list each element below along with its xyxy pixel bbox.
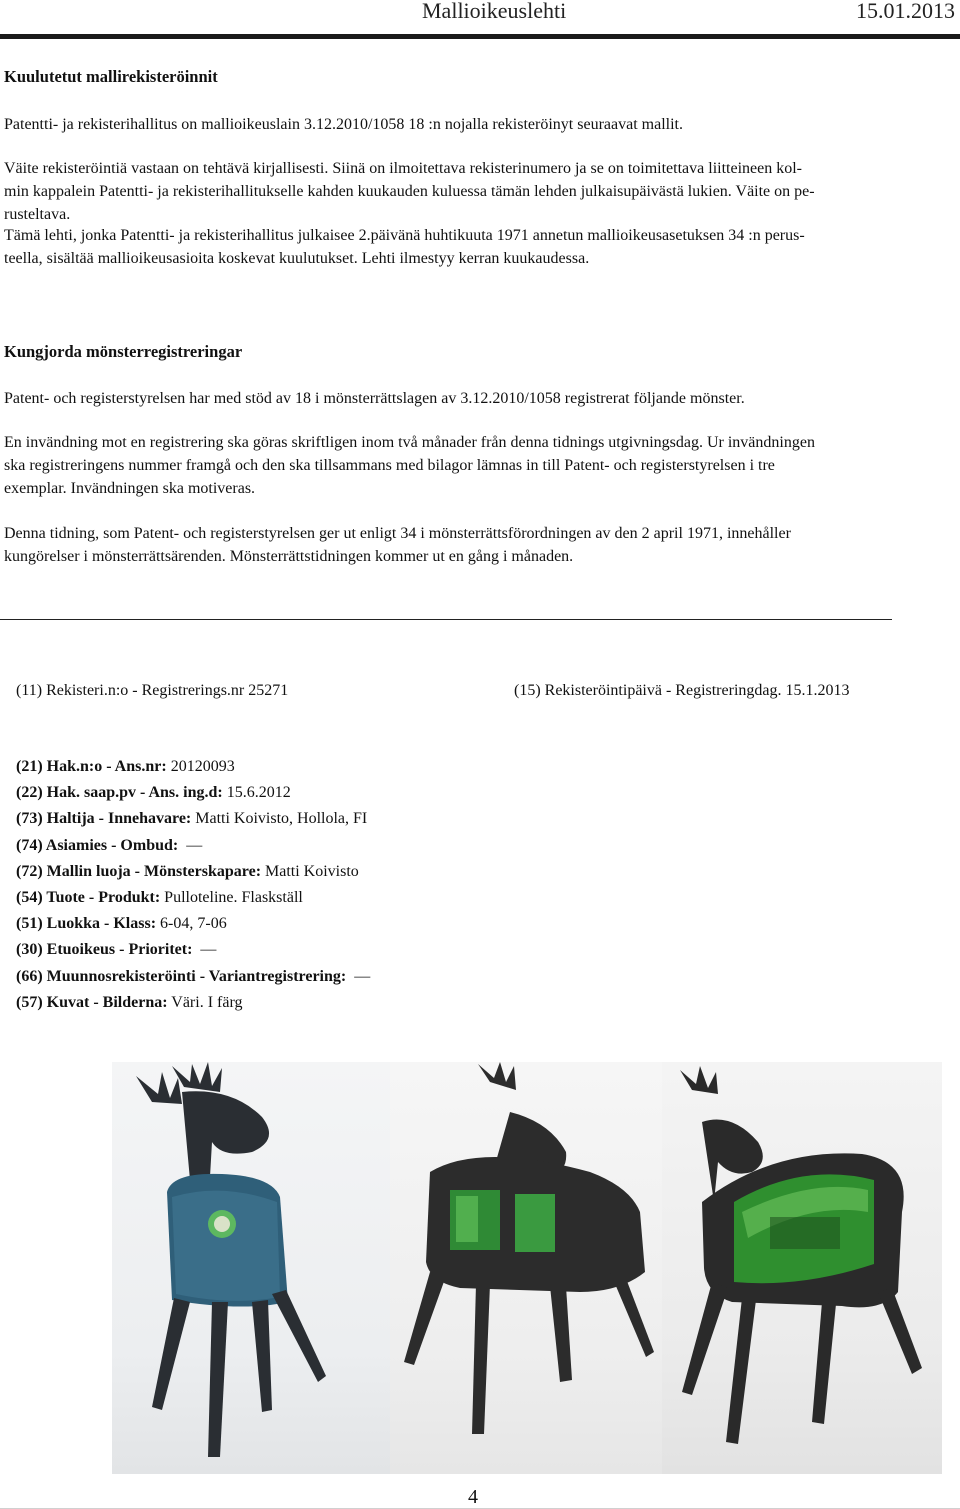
page-number: 4 xyxy=(468,1486,478,1508)
field-holder: (73) Haltija - Innehavare: Matti Koivisto, Hollola, FI xyxy=(16,810,368,828)
sv-paragraph-1: Patent- och registerstyrelsen har med stöd av 18 i mönsterrättslagen av 3.12.2010/1058 registrerat följande mönster. xyxy=(4,390,745,407)
field-images: (57) Kuvat - Bilderna: Väri. I färg xyxy=(16,993,243,1011)
publication-title: Mallioikeuslehti xyxy=(422,0,567,23)
field-application-number: (21) Hak.n:o - Ans.nr: 20120093 xyxy=(16,758,235,775)
field-designer: (72) Mallin luoja - Mönsterskapare: Matti Koivisto xyxy=(16,862,359,880)
field-filing-date: (22) Hak. saap.pv - Ans. ing.d: 15.6.2012 xyxy=(16,784,291,802)
sv-paragraph-2: En invändning mot en registrering ska göras skriftligen inom två månader från denna tidnings utgivningsdag. Ur invändningen ska registreringens nummer framgå och den ska tillsammans med bilagor lämnas in till Patent- och registerstyrelsen i tre exemplar. Invändningen ska motiveras. xyxy=(4,434,815,497)
product-photo-3 xyxy=(662,1062,942,1474)
field-product: (54) Tuote - Produkt: Pulloteline. Flaskställ xyxy=(16,889,303,907)
field-priority: (30) Etuoikeus - Prioritet: — xyxy=(16,941,217,959)
header-rule xyxy=(0,34,960,39)
registration-number: (11) Rekisteri.n:o - Registrerings.nr 25271 xyxy=(16,682,289,699)
fi-paragraph-2: Väite rekisteröintiä vastaan on tehtävä kirjallisesti. Siinä on ilmoitettava rekisterinumero ja se on toimitettava liitteineen kol- min kappalein Patentti- ja rekisterihallitukselle kahden kuukauden kuluessa tämän lehden julkaisupäivästä lukien. Väite on pe- rusteltava. xyxy=(4,160,815,223)
product-photo-2 xyxy=(390,1062,670,1474)
fi-paragraph-1: Patentti- ja rekisterihallitus on mallioikeuslain 3.12.2010/1058 18 :n nojalla rekisteröinyt seuraavat mallit. xyxy=(4,116,683,133)
registration-details xyxy=(16,754,370,1016)
product-photo-1 xyxy=(112,1062,392,1474)
publication-date: 15.01.2013 xyxy=(856,0,955,23)
field-agent: (74) Asiamies - Ombud: — xyxy=(16,836,203,854)
heading-fi: Kuulutetut mallirekisteröinnit xyxy=(4,67,218,86)
sv-paragraph-3: Denna tidning, som Patent- och registerstyrelsen ger ut enligt 34 i mönsterrättsförordningen av den 2 april 1971, innehåller kungörelser i mönsterrättsärenden. Mönsterrättstidningen kommer ut en gång i månaden. xyxy=(4,525,791,565)
registration-date: (15) Rekisteröintipäivä - Registreringdag. 15.1.2013 xyxy=(514,682,850,699)
section-separator xyxy=(0,619,892,620)
field-class: (51) Luokka - Klass: 6-04, 7-06 xyxy=(16,915,227,933)
fi-paragraph-3: Tämä lehti, jonka Patentti- ja rekisterihallitus julkaisee 2.päivänä huhtikuuta 1971 annetun mallioikeusasetuksen 34 :n perus- teella, sisältää mallioikeusasioita koskevat kuulutukset. Lehti ilmestyy kerran kuukaudessa. xyxy=(4,227,805,267)
heading-sv: Kungjorda mönsterregistreringar xyxy=(4,342,243,361)
field-variant-registration: (66) Muunnosrekisteröinti - Variantregistrering: — xyxy=(16,967,371,985)
